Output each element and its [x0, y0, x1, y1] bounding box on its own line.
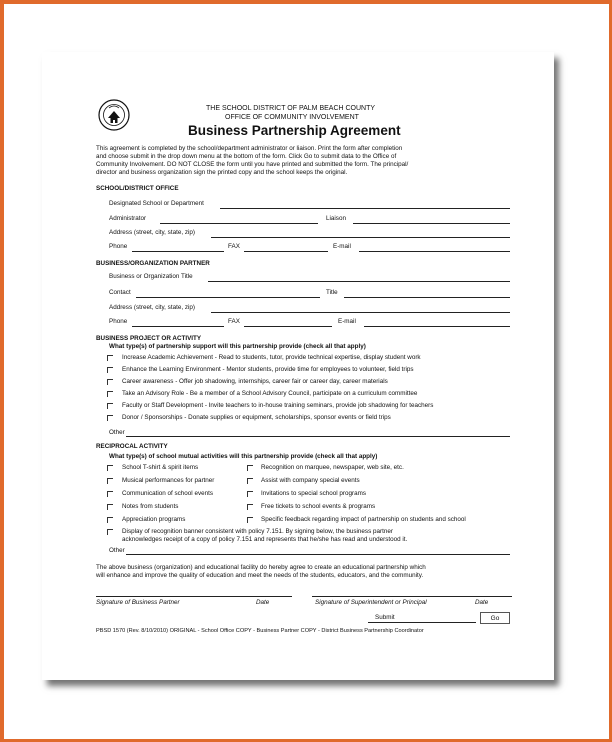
intro-line-1: This agreement is completed by the school/department administrator or liaison. Print the form after completion [96, 145, 403, 152]
project-other-label: Other [109, 429, 125, 436]
business-address-label: Address (street, city, state, zip) [109, 304, 195, 311]
reciprocal-right-checkbox-5[interactable] [247, 517, 253, 523]
business-phone-label: Phone [109, 318, 128, 325]
reciprocal-right-item-1: Recognition on marquee, newspaper, web site, etc. [261, 464, 404, 471]
reciprocal-left-checkbox-2[interactable] [107, 478, 113, 484]
project-item-2: Enhance the Learning Environment - Mentor students, provide time for employees to volunteer, field trips [122, 366, 414, 373]
business-section-heading: BUSINESS/ORGANIZATION PARTNER [96, 260, 210, 267]
designated-field[interactable] [220, 208, 510, 209]
superintendent-date-label: Date [475, 599, 489, 606]
reciprocal-right-checkbox-1[interactable] [247, 465, 253, 471]
business-fax-label: FAX [228, 318, 240, 325]
school-section-heading: SCHOOL/DISTRICT OFFICE [96, 185, 179, 192]
contact-field[interactable] [136, 297, 320, 298]
closing-line-2: will enhance and improve the quality of education and meet the needs of the students, educators, and the community. [96, 572, 424, 579]
reciprocal-left-item-2: Musical performances for partner [122, 477, 215, 484]
administrator-field[interactable] [160, 223, 318, 224]
reciprocal-section-heading: RECIPROCAL ACTIVITY [96, 443, 168, 450]
form-document [42, 52, 554, 680]
business-email-field[interactable] [364, 326, 510, 327]
submit-select-underline [368, 622, 476, 623]
partner-signature-field[interactable] [96, 596, 292, 597]
school-phone-field[interactable] [132, 251, 224, 252]
school-email-label: E-mail [333, 243, 351, 250]
business-address-field[interactable] [211, 312, 510, 313]
reciprocal-left-item-5: Appreciation programs [122, 516, 186, 523]
reciprocal-left-checkbox-5[interactable] [107, 517, 113, 523]
liaison-label: Liaison [326, 215, 346, 222]
project-checkbox-4[interactable] [107, 391, 113, 397]
contact-label: Contact [109, 289, 131, 296]
liaison-field[interactable] [353, 223, 510, 224]
partner-signature-label: Signature of Business Partner [96, 599, 180, 606]
reciprocal-left-item-4: Notes from students [122, 503, 179, 510]
reciprocal-right-checkbox-3[interactable] [247, 491, 253, 497]
display-banner-line-1: Display of recognition banner consistent with policy 7.151. By signing below, the business partner [122, 528, 393, 535]
school-fax-label: FAX [228, 243, 240, 250]
closing-line-1: The above business (organization) and educational facility do hereby agree to create an educational partnership which [96, 564, 426, 571]
reciprocal-right-checkbox-2[interactable] [247, 478, 253, 484]
reciprocal-right-item-4: Free tickets to school events & programs [261, 503, 376, 510]
project-item-6: Donor / Sponsorships - Donate supplies or equipment, scholarships, sponsor events or field trips [122, 414, 391, 421]
school-address-field[interactable] [211, 237, 510, 238]
reciprocal-left-checkbox-1[interactable] [107, 465, 113, 471]
school-email-field[interactable] [359, 251, 510, 252]
partner-date-label: Date [256, 599, 270, 606]
reciprocal-question: What type(s) of school mutual activities will this partnership provide (check all that apply) [109, 453, 378, 460]
submit-select[interactable]: Submit [375, 614, 395, 621]
business-name-field[interactable] [208, 281, 510, 282]
reciprocal-left-checkbox-3[interactable] [107, 491, 113, 497]
project-item-1: Increase Academic Achievement - Read to students, tutor, provide technical expertise, display student work [122, 354, 421, 361]
project-checkbox-6[interactable] [107, 415, 113, 421]
reciprocal-left-checkbox-4[interactable] [107, 504, 113, 510]
page-title: Business Partnership Agreement [188, 123, 401, 138]
intro-line-2: and choose submit in the drop down menu at the bottom of the form. Click Go to submit data to the Office of [96, 153, 397, 160]
reciprocal-right-item-5: Specific feedback regarding impact of partnership on students and school [261, 516, 466, 523]
form-footer: PBSD 1570 (Rev. 8/10/2010) ORIGINAL - School Office COPY - Business Partner COPY - District Business Partnership Coordinator [96, 628, 424, 634]
intro-line-4: director and business organization sign the printed copy and the school keeps the original. [96, 169, 348, 176]
title-field[interactable] [344, 297, 510, 298]
project-checkbox-1[interactable] [107, 355, 113, 361]
district-seal-logo [98, 99, 130, 131]
superintendent-signature-label: Signature of Superintendent or Principal [315, 599, 427, 606]
project-item-4: Take an Advisory Role - Be a member of a School Advisory Council, participate on a curriculum committee [122, 390, 418, 397]
reciprocal-right-item-2: Assist with company special events [261, 477, 360, 484]
administrator-label: Administrator [109, 215, 147, 222]
business-name-label: Business or Organization Title [109, 273, 193, 280]
school-fax-field[interactable] [244, 251, 328, 252]
business-email-label: E-mail [338, 318, 356, 325]
intro-line-3: Community Involvement. DO NOT CLOSE the form until you have printed and submitted the form. The principal/ [96, 161, 409, 168]
project-other-field[interactable] [126, 436, 510, 437]
display-banner-checkbox[interactable] [107, 529, 113, 535]
project-checkbox-5[interactable] [107, 403, 113, 409]
designated-label: Designated School or Department [109, 200, 204, 207]
district-name: THE SCHOOL DISTRICT OF PALM BEACH COUNTY [206, 105, 376, 112]
reciprocal-other-field[interactable] [126, 554, 510, 555]
title-label: Title [326, 289, 338, 296]
project-section-heading: BUSINESS PROJECT OR ACTIVITY [96, 335, 202, 342]
business-fax-field[interactable] [244, 326, 332, 327]
project-item-5: Faculty or Staff Development - Invite teachers to in-house training seminars, provide job shadowing for teachers [122, 402, 434, 409]
office-name: OFFICE OF COMMUNITY INVOLVEMENT [225, 114, 359, 121]
project-item-3: Career awareness - Offer job shadowing, internships, career fair or career day, career materials [122, 378, 388, 385]
school-phone-label: Phone [109, 243, 128, 250]
reciprocal-left-item-1: School T-shirt & spirit items [122, 464, 199, 471]
project-question: What type(s) of partnership support will this partnership provide (check all that apply) [109, 343, 366, 350]
reciprocal-right-checkbox-4[interactable] [247, 504, 253, 510]
superintendent-signature-field[interactable] [312, 596, 512, 597]
display-banner-line-2: acknowledges receipt of a copy of policy 7.151 and represents that he/she has read and understood it. [122, 536, 408, 543]
project-checkbox-3[interactable] [107, 379, 113, 385]
reciprocal-right-item-3: Invitations to special school programs [261, 490, 366, 497]
go-button[interactable]: Go [480, 612, 510, 624]
reciprocal-other-label: Other [109, 547, 125, 554]
business-phone-field[interactable] [132, 326, 224, 327]
reciprocal-left-item-3: Communication of school events [122, 490, 214, 497]
project-checkbox-2[interactable] [107, 367, 113, 373]
school-address-label: Address (street, city, state, zip) [109, 229, 195, 236]
